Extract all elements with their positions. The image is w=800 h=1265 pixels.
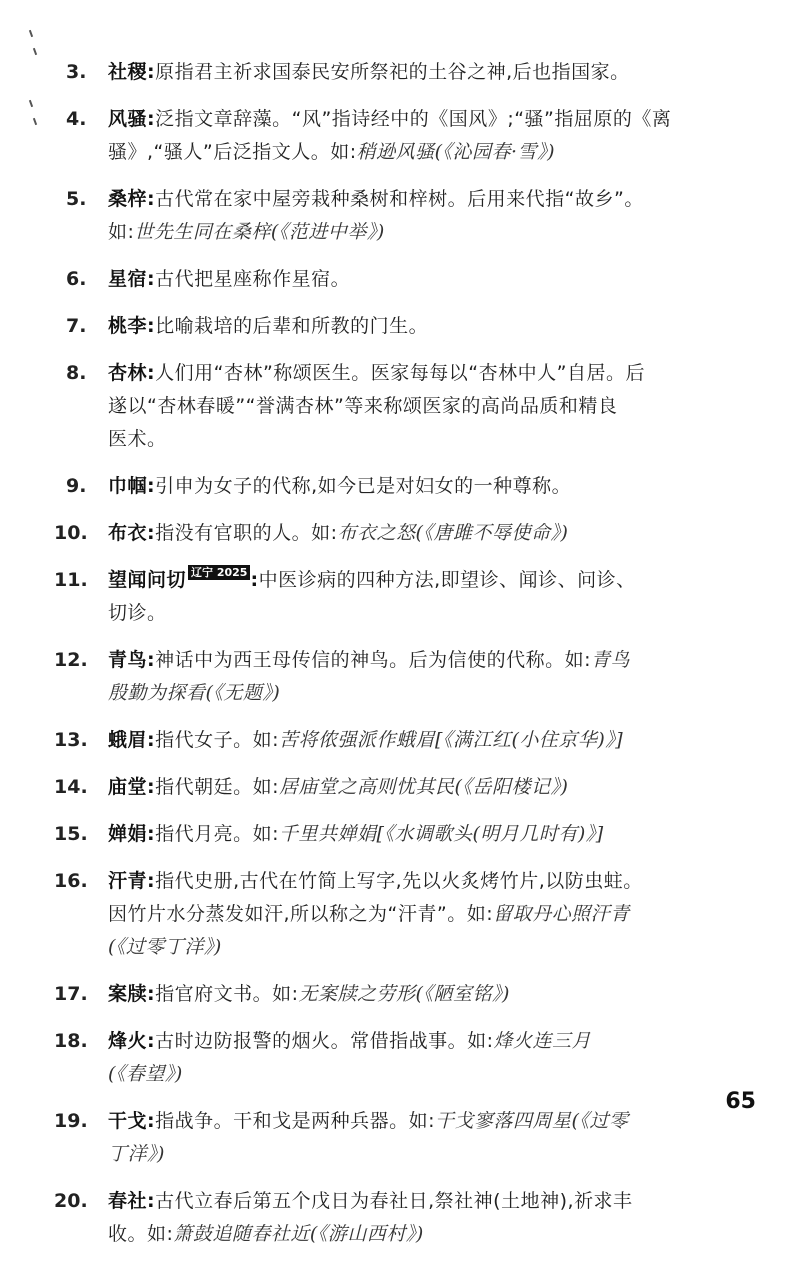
entry-number: 8. (66, 362, 87, 384)
entry-term: 汗青 (108, 870, 148, 892)
entry-term: 青鸟 (108, 649, 148, 671)
term-colon: : (147, 522, 156, 544)
term-colon: : (250, 569, 259, 591)
entry-definition: 指代月亮。如: (155, 823, 280, 845)
entry-definition: 收。如: (108, 1223, 174, 1245)
entry-example: 千里共婵娟[《水调歌头(明月几时有)》] (279, 823, 604, 845)
glossary-entry (54, 564, 756, 630)
entry-term: 烽火 (108, 1030, 148, 1052)
entry-definition: 中医诊病的四种方法,即望诊、闻诊、问诊、 (258, 569, 636, 591)
glossary-entry (66, 56, 756, 89)
entry-line (108, 1058, 756, 1091)
entry-line (108, 263, 756, 296)
glossary-list (54, 56, 756, 1265)
term-colon: : (147, 870, 156, 892)
entry-line (108, 865, 756, 898)
entry-number: 9. (66, 475, 87, 497)
entry-number: 4. (66, 108, 87, 130)
glossary-entry (54, 1185, 756, 1251)
entry-example: 苦将侬强派作蛾眉[《满江红(小住京华)》] (279, 729, 624, 751)
term-colon: : (147, 823, 156, 845)
entry-definition: 古时边防报警的烟火。常借指战事。如: (155, 1030, 494, 1052)
entry-number: 7. (66, 315, 87, 337)
entry-definition: 指代史册,古代在竹简上写字,先以火炙烤竹片,以防虫蛀。 (155, 870, 643, 892)
entry-line (108, 978, 756, 1011)
entry-number: 16. (54, 870, 88, 892)
entry-number: 20. (54, 1190, 88, 1212)
entry-definition: 比喻栽培的后辈和所教的门生。 (155, 315, 429, 337)
entry-definition: 指战争。干和戈是两种兵器。如: (155, 1110, 436, 1132)
entry-definition: 医术。 (108, 428, 167, 450)
glossary-entry (66, 357, 756, 456)
entry-line (108, 1218, 756, 1251)
entry-term: 桑梓 (108, 188, 148, 210)
entry-definition: 古代常在家中屋旁栽种桑树和梓树。后用来代指“故乡”。 (155, 188, 644, 210)
entry-example: 居庙堂之高则忧其民(《岳阳楼记》) (279, 776, 569, 798)
entry-example: 干戈寥落四周星(《过零 (435, 1110, 629, 1132)
entry-line (108, 517, 756, 550)
entry-example: 布衣之怒(《唐雎不辱使命》) (337, 522, 569, 544)
entry-line (108, 56, 756, 89)
margin-mark (33, 118, 37, 125)
entry-example: 无案牍之劳形(《陋室铭》) (298, 983, 510, 1005)
entry-term: 巾帼 (108, 475, 148, 497)
entry-line (108, 597, 756, 630)
term-colon: : (147, 983, 156, 1005)
term-colon: : (147, 776, 156, 798)
entry-line (108, 357, 756, 390)
entry-number: 10. (54, 522, 88, 544)
entry-term: 干戈 (108, 1110, 148, 1132)
entry-line (108, 390, 756, 423)
entry-number: 5. (66, 188, 87, 210)
entry-line (108, 1185, 756, 1218)
entry-line (108, 1138, 756, 1171)
entry-definition: 人们用“杏林”称颂医生。医家每每以“杏林中人”自居。后 (155, 362, 645, 384)
entry-line (108, 470, 756, 503)
glossary-entry (66, 263, 756, 296)
term-colon: : (147, 61, 156, 83)
margin-mark (33, 48, 37, 55)
entry-number: 19. (54, 1110, 88, 1132)
entry-term: 杏林 (108, 362, 148, 384)
entry-number: 11. (54, 569, 88, 591)
entry-number: 13. (54, 729, 88, 751)
entry-definition: 遂以“杏林春暖”“誉满杏林”等来称颂医家的高尚品质和精良 (108, 395, 618, 417)
glossary-entry (54, 865, 756, 964)
entry-definition: 如: (108, 221, 135, 243)
entry-example: 世先生同在桑梓(《范进中举》) (134, 221, 385, 243)
glossary-entry (66, 470, 756, 503)
entry-line (108, 644, 756, 677)
glossary-entry (54, 1025, 756, 1091)
entry-example: 稍逊风骚(《沁园春·雪》) (356, 141, 556, 163)
entry-definition: 泛指文章辞藻。“风”指诗经中的《国风》;“骚”指屈原的《离 (155, 108, 672, 130)
entry-term: 星宿 (108, 268, 148, 290)
entry-number: 14. (54, 776, 88, 798)
term-colon: : (147, 475, 156, 497)
glossary-entry (54, 818, 756, 851)
glossary-entry (54, 1105, 756, 1171)
entry-line (108, 136, 756, 169)
entry-definition: 因竹片水分蒸发如汗,所以称之为“汗青”。如: (108, 903, 494, 925)
entry-line (108, 1025, 756, 1058)
entry-definition: 原指君主祈求国泰民安所祭祀的土谷之神,后也指国家。 (155, 61, 630, 83)
entry-line (108, 183, 756, 216)
entry-line (108, 931, 756, 964)
entry-line (108, 103, 756, 136)
entry-definition: 骚》,“骚人”后泛指文人。如: (108, 141, 357, 163)
entry-term: 布衣 (108, 522, 148, 544)
entry-line (108, 1105, 756, 1138)
term-colon: : (147, 188, 156, 210)
entry-line (108, 677, 756, 710)
entry-line (108, 771, 756, 804)
entry-term: 桃李 (108, 315, 148, 337)
glossary-entry (66, 183, 756, 249)
entry-number: 15. (54, 823, 88, 845)
term-colon: : (147, 1030, 156, 1052)
glossary-entry (54, 644, 756, 710)
entry-term: 蛾眉 (108, 729, 148, 751)
entry-line (108, 818, 756, 851)
entry-number: 3. (66, 61, 87, 83)
term-colon: : (147, 649, 156, 671)
entry-line (108, 423, 756, 456)
entry-definition: 神话中为西王母传信的神鸟。后为信使的代称。如: (155, 649, 592, 671)
margin-mark (29, 30, 33, 37)
entry-definition: 古代立春后第五个戊日为春社日,祭社神(土地神),祈求丰 (155, 1190, 633, 1212)
entry-example: 烽火连三月 (493, 1030, 592, 1052)
entry-definition: 指代朝廷。如: (155, 776, 280, 798)
entry-number: 6. (66, 268, 87, 290)
entry-definition: 古代把星座称作星宿。 (155, 268, 351, 290)
glossary-entry (54, 517, 756, 550)
glossary-entry (54, 978, 756, 1011)
entry-example: (《过零丁洋》) (108, 936, 222, 958)
entry-example: 青鸟 (591, 649, 631, 671)
glossary-entry (66, 103, 756, 169)
entry-line (108, 310, 756, 343)
margin-mark (29, 100, 33, 107)
term-colon: : (147, 729, 156, 751)
glossary-entry (54, 724, 756, 757)
entry-line (108, 216, 756, 249)
entry-term: 春社 (108, 1190, 148, 1212)
term-colon: : (147, 1110, 156, 1132)
entry-line (108, 724, 756, 757)
entry-term: 庙堂 (108, 776, 148, 798)
entry-definition: 指没有官职的人。如: (155, 522, 338, 544)
entry-term: 望闻问切 (108, 569, 187, 591)
entry-definition: 切诊。 (108, 602, 167, 624)
entry-number: 17. (54, 983, 88, 1005)
exam-badge: 辽宁 2025 (188, 565, 250, 580)
entry-definition: 指代女子。如: (155, 729, 280, 751)
page-number: 65 (725, 1089, 756, 1114)
entry-example: 留取丹心照汗青 (493, 903, 630, 925)
entry-term: 案牍 (108, 983, 148, 1005)
glossary-entry (54, 771, 756, 804)
entry-definition: 引申为女子的代称,如今已是对妇女的一种尊称。 (155, 475, 572, 497)
glossary-entry (66, 310, 756, 343)
entry-definition: 指官府文书。如: (155, 983, 299, 1005)
term-colon: : (147, 1190, 156, 1212)
entry-example: 箫鼓追随春社近(《游山西村》) (173, 1223, 424, 1245)
entry-term: 风骚 (108, 108, 148, 130)
entry-line (108, 564, 756, 597)
entry-term: 婵娟 (108, 823, 148, 845)
term-colon: : (147, 268, 156, 290)
entry-number: 18. (54, 1030, 88, 1052)
entry-term: 社稷 (108, 61, 148, 83)
entry-example: 殷勤为探看(《无题》) (108, 682, 281, 704)
entry-example: 丁洋》) (108, 1143, 165, 1165)
term-colon: : (147, 362, 156, 384)
term-colon: : (147, 108, 156, 130)
entry-number: 12. (54, 649, 88, 671)
entry-line (108, 898, 756, 931)
entry-example: (《春望》) (108, 1063, 183, 1085)
term-colon: : (147, 315, 156, 337)
